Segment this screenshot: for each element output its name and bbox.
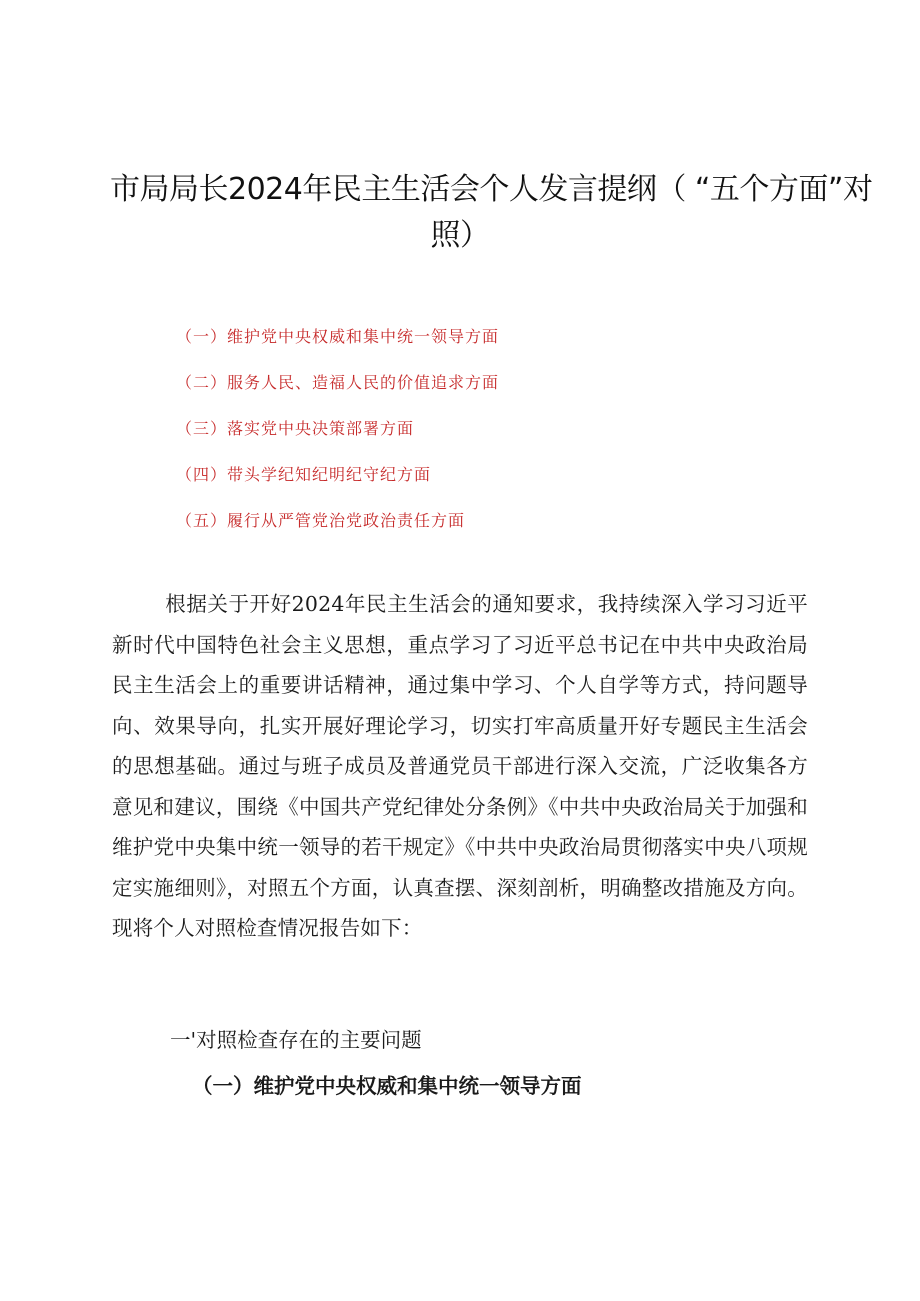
title-line-1: 市局局长2024年民主生活会个人发言提纲（ “五个方面”对 bbox=[110, 172, 873, 207]
toc-item-4: （四）带头学纪知纪明纪守纪方面 bbox=[176, 465, 432, 484]
table-of-contents bbox=[176, 322, 776, 552]
toc-item-3: （三）落实党中央决策部署方面 bbox=[176, 419, 415, 438]
document-title bbox=[110, 168, 873, 258]
section-heading: 一'对照检查存在的主要问题 bbox=[170, 1028, 422, 1052]
title-line-2: 照） bbox=[430, 218, 490, 253]
toc-item-1: （一）维护党中央权威和集中统一领导方面 bbox=[176, 327, 500, 346]
subsection-heading: （一）维护党中央权威和集中统一领导方面 bbox=[192, 1074, 582, 1098]
toc-item-5: （五）履行从严管党治党政治责任方面 bbox=[176, 511, 466, 530]
body-paragraph: 根据关于开好2024年民主生活会的通知要求，我持续深入学习习近平新时代中国特色社会主义思想，重点学习了习近平总书记在中共中央政治局民主生活会上的重要讲话精神，通过集中学习、个人自学等方式，持问题导向、效果导向，扎实开展好理论学习，切实打牢高质量开好专题民主生活会的思想基础。通过与班子成员及普通党员干部进行深入交流，广泛收集各方意见和建议，围绕《中国共产党纪律处分条例》《中共中央政治局关于加强和维护党中央集中统一领导的若干规定》《中共中央政治局贯彻落实中央八项规定实施细则》，对照五个方面，认真查摆、深刻剖析，明确整改措施及方向。现将个人对照检查情况报告如下： bbox=[112, 592, 808, 940]
toc-item-2: （二）服务人民、造福人民的价值追求方面 bbox=[176, 373, 500, 392]
